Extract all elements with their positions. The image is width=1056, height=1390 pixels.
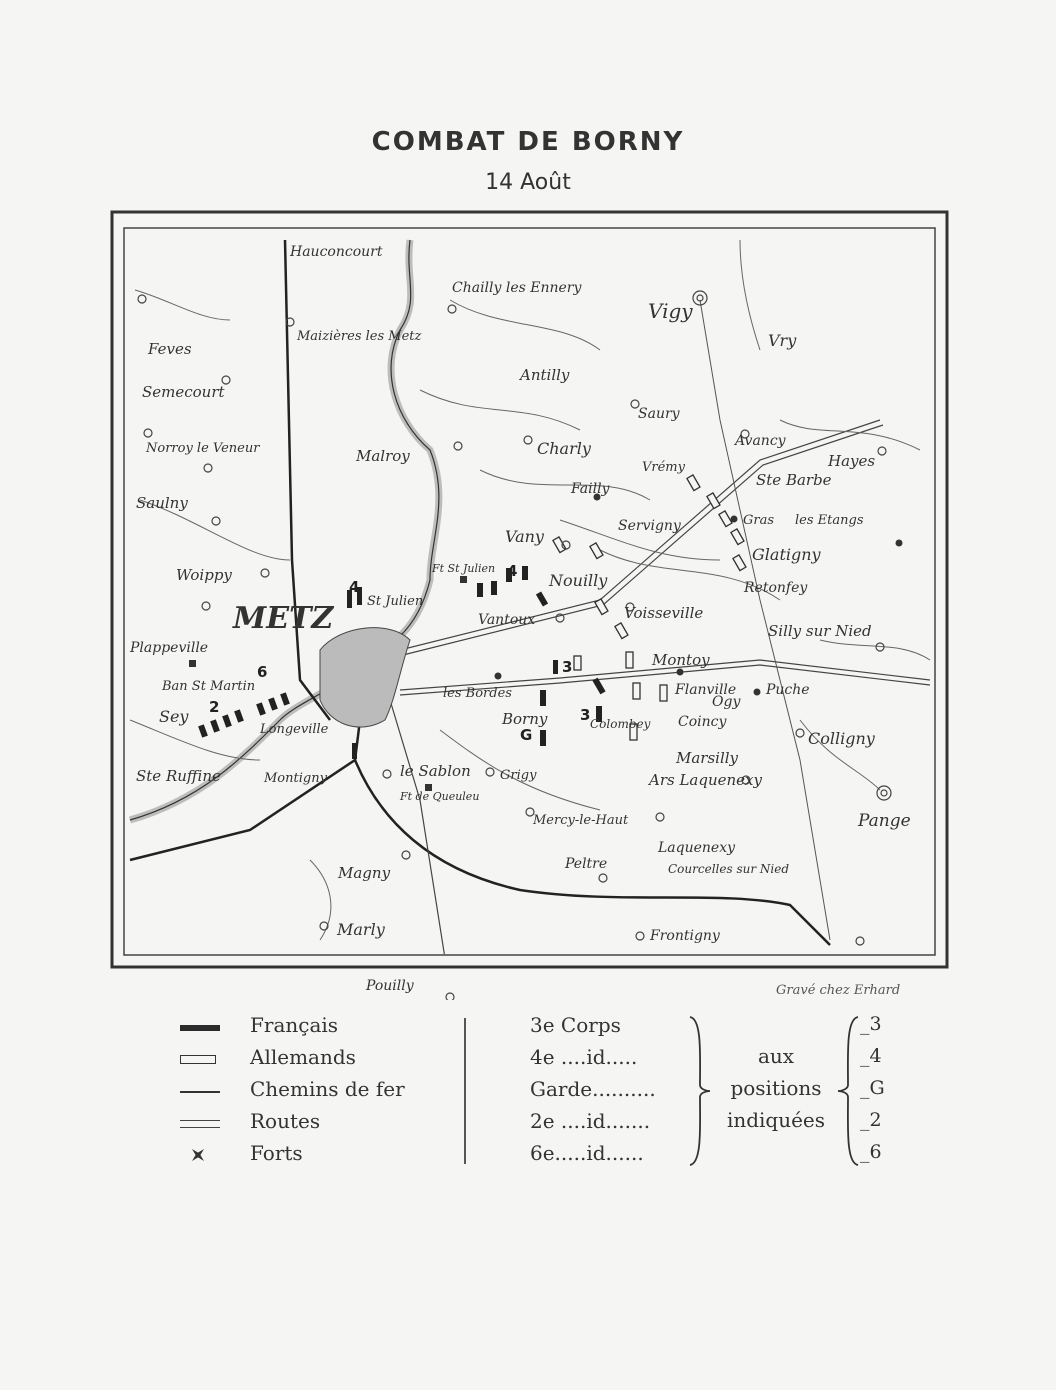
place-label: Peltre [565,856,608,872]
place-label: Colombey [590,717,651,731]
place-label: Vigy [648,299,693,323]
allemands-bar-symbol [180,1055,216,1064]
place-label: Montoy [652,651,710,669]
place-label: Puche [766,682,810,698]
place-label: Flanville [675,682,737,698]
place-label: Pange [858,811,911,831]
place-label: Ft St Julien [432,562,496,575]
place-label: Saulny [136,494,188,512]
village-markers [138,291,891,1000]
place-label: Glatigny [752,545,821,564]
place-label: Ban St Martin [162,679,256,694]
legend-label: Routes [250,1109,321,1133]
map-subtitle: 14 Août [485,170,571,195]
place-label: Vantoux [478,612,536,628]
engraver-credit: Gravé chez Erhard [776,983,901,998]
place-label: Courcelles sur Nied [668,862,790,876]
unit-number: 2 [209,698,220,716]
place-label: Montigny [264,771,327,786]
place-label: Coincy [678,714,727,730]
place-label: Marly [337,920,385,939]
place-label: Ste Barbe [756,471,832,489]
legend-divider [464,1018,466,1164]
place-label: Silly sur Nied [768,622,872,640]
place-label: Vry [768,331,797,350]
place-label: Pouilly [366,978,414,994]
position-code: _2 [860,1109,882,1131]
brace-text-line: indiquées [726,1108,826,1132]
place-label: Retonfey [744,580,808,596]
legend-label: Français [250,1013,339,1037]
place-label: Maizières les Metz [297,329,422,344]
legend-item [180,1141,480,1171]
place-label: Gras [743,513,775,528]
place-label: Sey [159,707,189,726]
place-label: Frontigny [650,928,720,944]
place-label: Laquenexy [658,840,736,856]
unit-number: 3 [580,706,591,724]
brace-text-line: positions [730,1076,822,1100]
place-label: Mercy-le-Haut [533,813,629,828]
place-label: Servigny [618,518,681,534]
place-label: Hauconcourt [290,244,383,260]
place-label: Norroy le Veneur [146,441,260,456]
place-label: les Bordes [443,686,512,701]
place-label: Longeville [260,722,329,737]
position-code: _3 [860,1013,882,1035]
place-label: Ars Laquenexy [649,771,762,789]
francais-bar-symbol [180,1025,220,1031]
legend-item [180,1045,480,1075]
place-label: St Julien [367,594,424,609]
unit-number: 6 [257,663,268,681]
position-code: _G [860,1077,885,1099]
place-label: Antilly [520,366,570,384]
corps-entry: Garde.......... [530,1077,656,1101]
place-label: Hayes [828,452,876,470]
place-label: Vrémy [642,460,685,475]
fort-icon [192,1149,204,1161]
legend-item [180,1109,480,1139]
legend-label: Forts [250,1141,303,1165]
legend-item [180,1013,480,1043]
place-label: le Sablon [400,762,471,780]
place-label: Colligny [808,729,875,748]
place-label: Vany [505,527,544,546]
place-label: Semecourt [142,383,225,401]
corps-entry: 3e Corps [530,1013,621,1037]
map-frame-inner [124,228,935,955]
unit-number: G [520,726,533,744]
place-label: Marsilly [676,749,739,767]
place-label: Failly [571,481,610,497]
place-label: les Etangs [795,513,864,528]
place-label: Ft de Queuleu [400,790,480,803]
corps-entry: 6e.....id...... [530,1141,644,1165]
legend-label: Allemands [250,1045,356,1069]
place-label: Ogy [712,694,741,710]
place-label: Grigy [500,768,537,783]
place-label: Plappeville [130,640,209,656]
place-label: Feves [148,340,192,358]
brace-right [836,1015,860,1167]
corps-entry: 2e ....id....... [530,1109,651,1133]
place-label: Chailly les Ennery [452,280,582,296]
metz-city [320,628,410,727]
unit-number: 4 [507,562,518,580]
place-label: Voisseville [624,604,704,622]
railway-line [130,720,360,860]
place-label: Magny [338,864,391,882]
corps-entry: 4e ....id..... [530,1045,638,1069]
place-label: Malroy [356,447,410,465]
place-label: Ste Ruffine [136,767,221,785]
legend-label: Chemins de fer [250,1077,405,1101]
position-code: _6 [860,1141,882,1163]
place-label: Woippy [176,566,232,584]
legend-item [180,1077,480,1107]
place-label: Saury [638,406,680,422]
place-label: Borny [502,710,548,728]
unit-number: 4 [349,578,360,596]
road-line-symbol [180,1120,220,1128]
place-label: Avancy [735,433,786,449]
unit-number: 3 [562,658,573,676]
position-code: _4 [860,1045,882,1067]
place-label: Nouilly [549,571,608,590]
brace-text-line: aux [757,1044,795,1068]
city-label-metz: METZ [233,601,334,636]
railway-line-symbol [180,1091,220,1093]
place-label: Charly [537,439,591,458]
map-title: COMBAT DE BORNY [371,127,685,157]
